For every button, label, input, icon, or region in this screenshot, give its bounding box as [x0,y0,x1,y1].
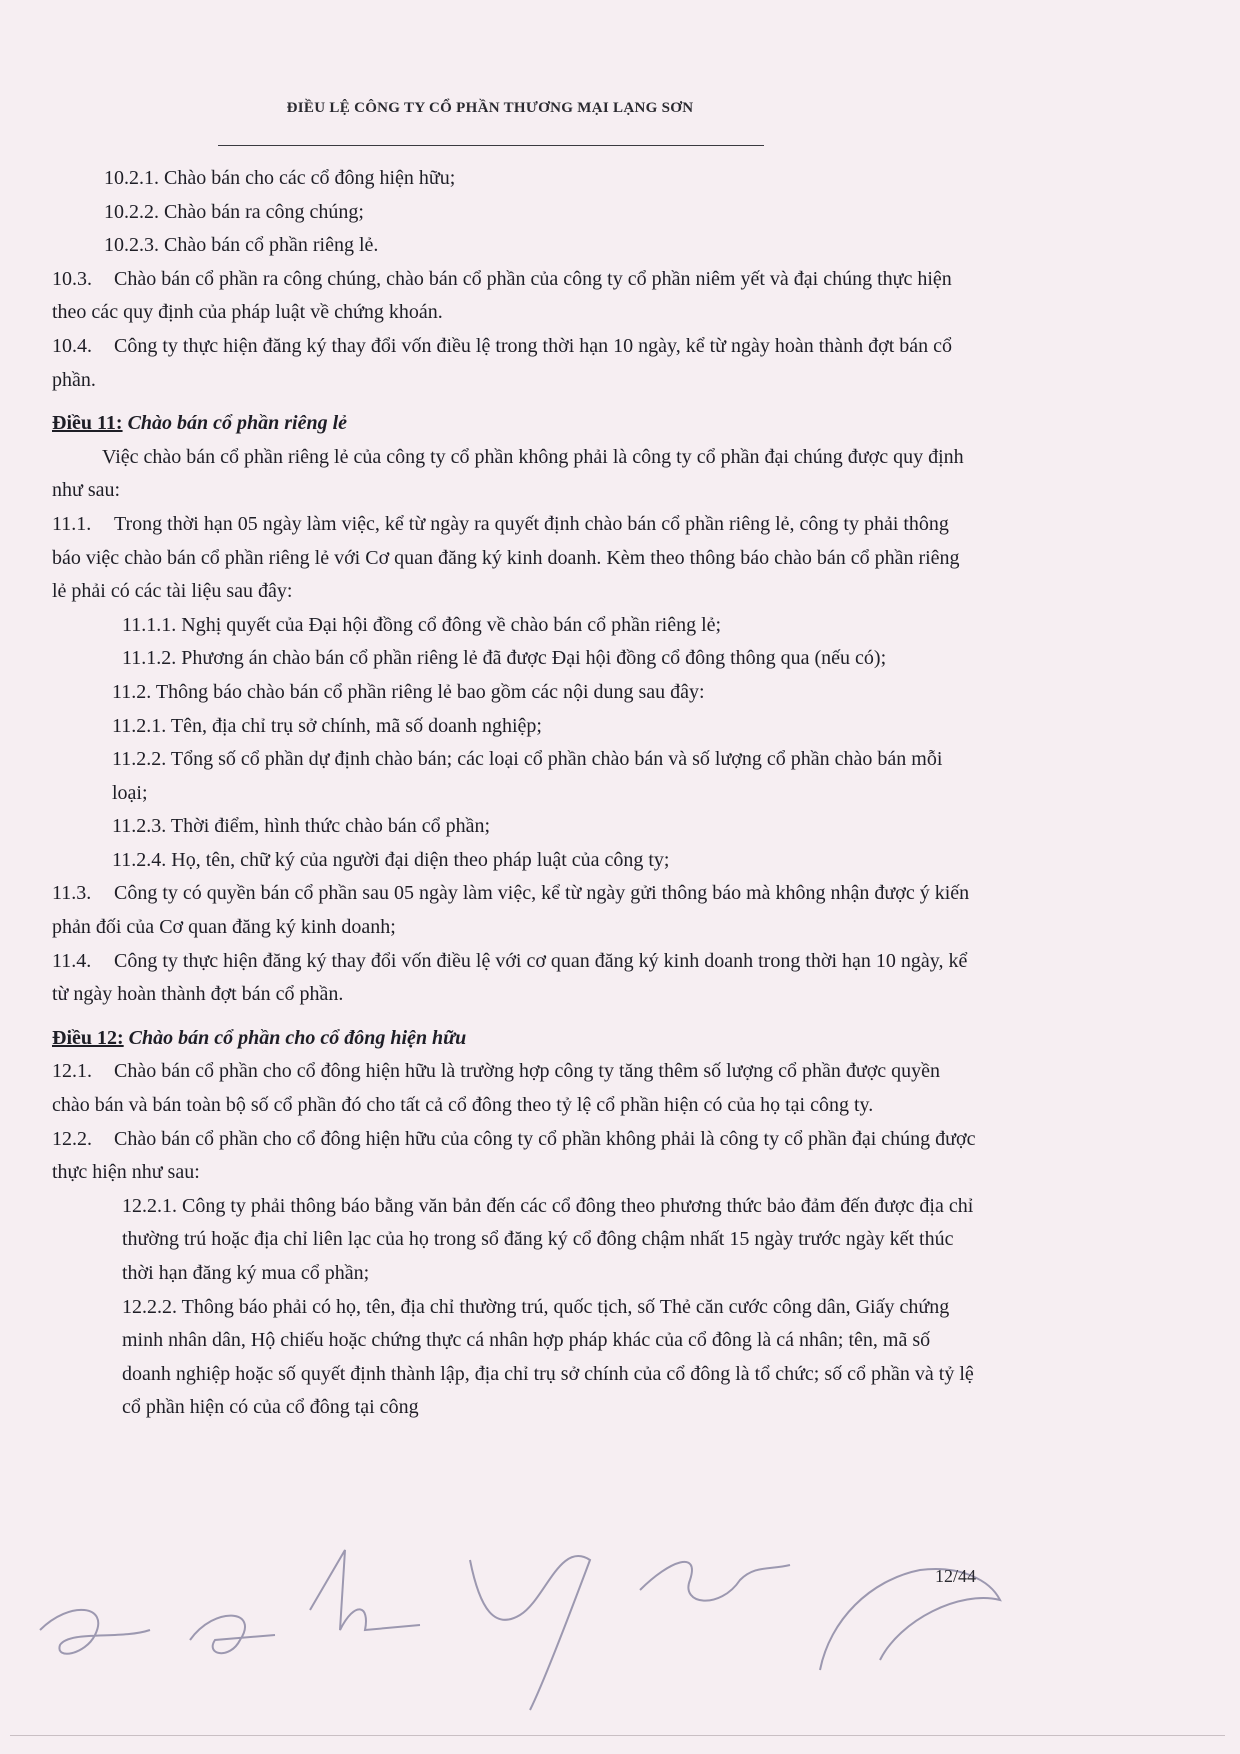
signature-5 [640,1562,790,1601]
paragraph-11-2-1: 11.2.1. Tên, địa chỉ trụ sở chính, mã số doanh nghiệp; [112,714,542,737]
clause-text: Chào bán cổ phần cho cổ đông hiện hữu của công ty cổ phần không phải là công ty cổ phần đại chúng được thực hiện như sau: [52,1127,976,1184]
header-divider [218,145,764,146]
article-label: Điều 12: [52,1026,124,1049]
signature-1 [40,1610,150,1654]
paragraph-12-2 [52,1123,976,1190]
paragraph-11-1-2: 11.1.2. Phương án chào bán cổ phần riêng lẻ đã được Đại hội đồng cổ đông thông qua (nếu có); [122,647,887,670]
paragraph-10-3 [52,263,976,330]
bottom-divider [10,1735,1225,1736]
paragraph-10-2-2: 10.2.2. Chào bán ra công chúng; [104,200,364,223]
clause-number: 10.3. [52,267,92,290]
paragraph-11-4 [52,945,976,1012]
paragraph-12-2-1: 12.2.1. Công ty phải thông báo bằng văn bản đến các cổ đông theo phương thức bảo đảm đến được địa chỉ thường trú hoặc địa chỉ liên lạc của họ trong sổ đăng ký cổ đông chậm nhất 15 ngày trước ngày kết thúc thời hạn đăng ký mua cổ phần; [122,1194,974,1284]
article-title: Chào bán cổ phần riêng lẻ [127,412,348,435]
clause-text: Chào bán cổ phần ra công chúng, chào bán cổ phần của công ty cổ phần niêm yết và đại chúng thực hiện theo các quy định của pháp luật về chứng khoán. [52,267,952,324]
clause-number: 12.2. [52,1127,92,1150]
signature-4 [470,1556,590,1710]
paragraph-10-4 [52,330,976,397]
clause-text: Công ty thực hiện đăng ký thay đổi vốn điều lệ với cơ quan đăng ký kinh doanh trong thời hạn 10 ngày, kể từ ngày hoàn thành đợt bán cổ phần. [52,949,968,1006]
clause-text: Công ty thực hiện đăng ký thay đổi vốn điều lệ trong thời hạn 10 ngày, kể từ ngày hoàn thành đợt bán cổ phần. [52,334,953,391]
signatures-area [0,1520,1240,1720]
paragraph-11-2-3: 11.2.3. Thời điểm, hình thức chào bán cổ phần; [112,815,491,838]
clause-text: Chào bán cổ phần cho cổ đông hiện hữu là trường hợp công ty tăng thêm số lượng cổ phần được quyền chào bán và bán toàn bộ số cổ phần đó cho tất cả cổ đông theo tỷ lệ cổ phần hiện có của họ tại công ty. [52,1060,941,1117]
clause-number: 11.1. [52,512,92,535]
paragraph-10-2-1: 10.2.1. Chào bán cho các cổ đông hiện hữu; [104,167,456,189]
paragraph-11-1 [52,508,976,609]
paragraph-11-2: 11.2. Thông báo chào bán cổ phần riêng lẻ bao gồm các nội dung sau đây: [112,680,705,703]
article-11-heading [52,407,976,441]
signature-2 [190,1616,275,1654]
paragraph-article-11-intro: Việc chào bán cổ phần riêng lẻ của công ty cổ phần không phải là công ty cổ phần đại chúng được quy định như sau: [52,445,964,502]
clause-number: 11.3. [52,882,92,905]
paragraph-11-3 [52,877,976,944]
page-number: 12/44 [935,1566,977,1586]
clause-text: Trong thời hạn 05 ngày làm việc, kể từ ngày ra quyết định chào bán cổ phần riêng lẻ, công ty phải thông báo việc chào bán cổ phần riêng lẻ với Cơ quan đăng ký kinh doanh. Kèm theo thông báo chào bán cổ phần riêng lẻ phải có các tài liệu sau đây: [52,512,960,603]
document-body [52,162,976,1425]
clause-number: 11.4. [52,949,92,972]
paragraph-11-1-1: 11.1.1. Nghị quyết của Đại hội đồng cổ đông về chào bán cổ phần riêng lẻ; [122,613,722,636]
article-12-heading [52,1022,976,1056]
clause-number: 12.1. [52,1060,92,1083]
clause-text: Công ty có quyền bán cổ phần sau 05 ngày làm việc, kể từ ngày gửi thông báo mà không nhận được ý kiến phản đối của Cơ quan đăng ký kinh doanh; [52,882,970,939]
signature-3 [310,1550,420,1630]
paragraph-10-2-3: 10.2.3. Chào bán cổ phần riêng lẻ. [104,234,379,257]
clause-number: 10.4. [52,334,92,357]
paragraph-12-1 [52,1055,976,1122]
document-header: ĐIỀU LỆ CÔNG TY CỔ PHẦN THƯƠNG MẠI LẠNG SƠN [286,100,694,116]
article-title: Chào bán cổ phần cho cổ đông hiện hữu [128,1026,467,1049]
paragraph-11-2-2: 11.2.2. Tổng số cổ phần dự định chào bán; các loại cổ phần chào bán và số lượng cổ phần chào bán mỗi loại; [112,748,943,804]
paragraph-11-2-4: 11.2.4. Họ, tên, chữ ký của người đại diện theo pháp luật của công ty; [112,848,670,871]
paragraph-12-2-2: 12.2.2. Thông báo phải có họ, tên, địa chỉ thường trú, quốc tịch, số Thẻ căn cước công dân, Giấy chứng minh nhân dân, Hộ chiếu hoặc chứng thực cá nhân hợp pháp khác của cổ đông là cá nhân; tên, mã số doanh nghiệp hoặc số quyết định thành lập, địa chỉ trụ sở chính của cổ đông là tổ chức; số cổ phần và tỷ lệ cổ phần hiện có của cổ đông tại công [122,1295,974,1419]
article-label: Điều 11: [52,412,123,435]
